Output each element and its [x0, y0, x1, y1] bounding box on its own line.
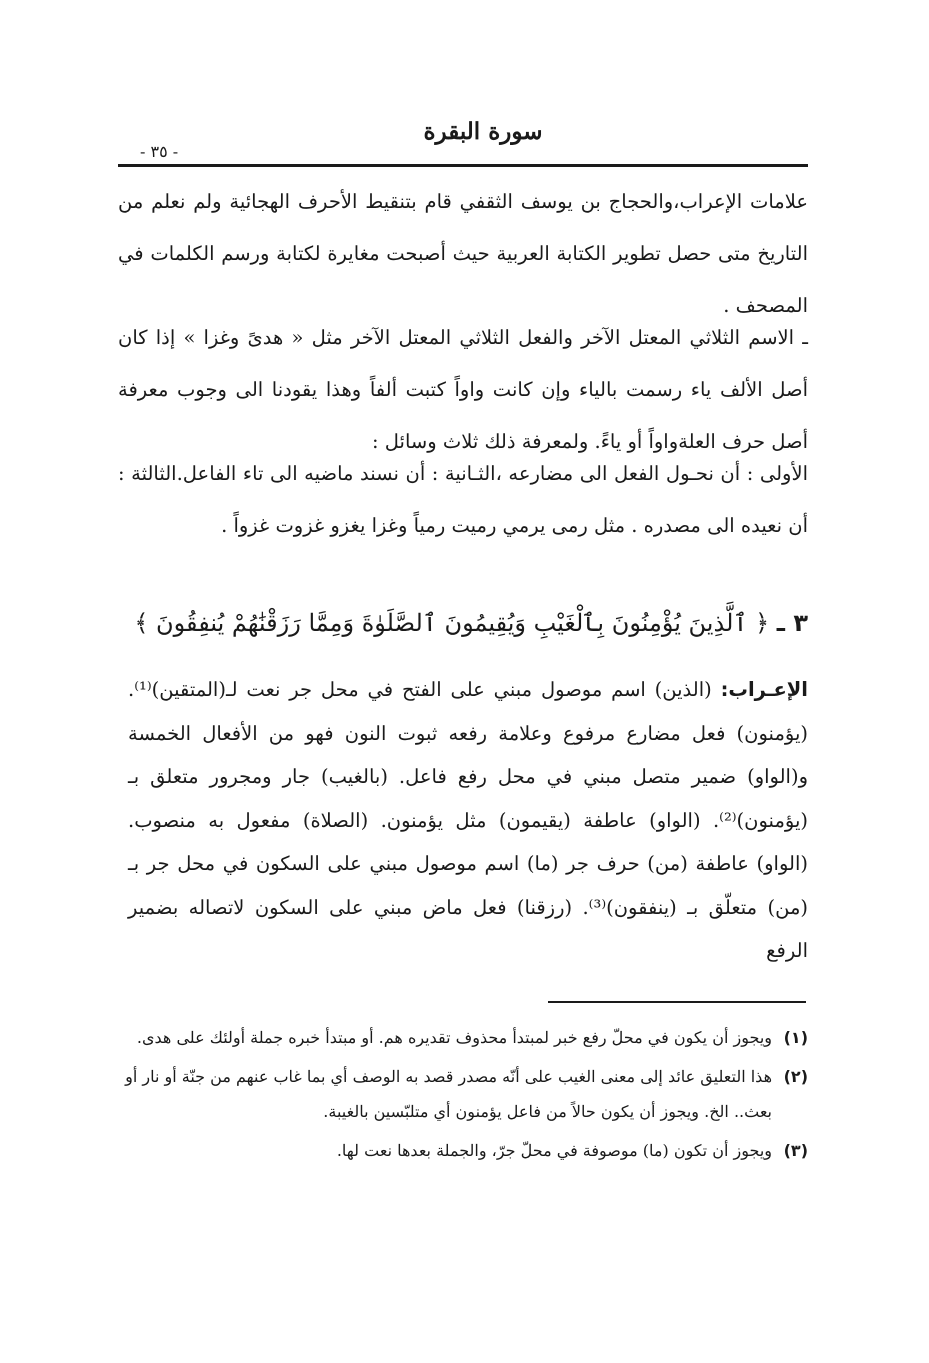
footnote-number: (٢) — [783, 1067, 808, 1086]
footnote-3 — [118, 1133, 808, 1168]
verse-number: ٣ ـ — [776, 609, 808, 637]
paragraph-tashkeel-history — [118, 176, 808, 332]
page-header — [118, 118, 808, 168]
footnote-text: ويجوز أن يكون في محلّ رفع خبر لمبتدأ محذوف تقديره هم. أو مبتدأ خبره جملة أولئك على هدى. — [136, 1028, 772, 1047]
footnote-number: (١) — [783, 1028, 808, 1047]
footnote-text: ويجوز أن تكون (ما) موصوفة في محلّ جرّ، والجملة بعدها نعت لها. — [336, 1141, 772, 1160]
paragraph-three-methods — [118, 448, 808, 552]
footnote-number: (٣) — [783, 1141, 808, 1160]
paragraph-text: ـ الاسم الثلاثي المعتل الآخر والفعل الثلاثي المعتل الآخر مثل « هدىً وغزا » إذا كان أصل الألف ياء رسمت بالياء وإن كانت واواً كتبت ألفاً وهذا يقودنا الى وجوب معرفة أصل حرف العلةواواً أو ياءً. ولمعرفة ذلك ثلاث وسائل : — [118, 326, 808, 453]
footnote-2 — [118, 1059, 808, 1129]
quran-verse — [118, 598, 808, 648]
footnote-text: هذا التعليق عائد إلى معنى الغيب على أنّه مصدر قصد به الوصف أي بما غاب عنهم من جنّة أو نار أو بعث.. الخ. ويجوز أن يكون حالاً من فاعل يؤمنون أي متلبّسين بالغيبة. — [125, 1067, 772, 1121]
paragraph-text: علامات الإعراب،والحجاج بن يوسف الثقفي قام بتنقيط الأحرف الهجائية ولم نعلم من التاريخ متى حصل تطوير الكتابة العربية حيث أصبحت مغايرة لكتابة ورسم الكلمات في المصحف . — [118, 190, 808, 317]
irab-text: (الذين) اسم موصول مبني على الفتح في محل جر نعت لـ(المتقين)⁽¹⁾. (يؤمنون) فعل مضارع مرفوع وعلامة رفعه ثبوت النون فهو من الأفعال الخمسة و(الواو) ضمير متصل مبني في محل رفع فاعل. (بالغيب) جار ومجرور متعلق بـ (يؤمنون)⁽²⁾. (الواو) عاطفة (يقيمون) مثل يؤمنون. (الصلاة) مفعول به منصوب. (الواو) عاطفة (من) حرف جر (ما) اسم موصول مبني على السكون في محل جر بـ (من) متعلّق بـ (ينفقون)⁽³⁾. (رزقنا) فعل ماض مبني على السكون لاتصاله بضمير الرفع — [128, 678, 808, 962]
irab-label: الإعـراب: — [720, 678, 808, 701]
irab-section — [128, 668, 808, 973]
paragraph-weak-verbs — [118, 312, 808, 468]
paragraph-text: الأولى : أن نحـول الفعل الى مضارعه ،الثـانية : أن نسند ماضيه الى تاء الفاعل.الثالثة : أن نعيده الى مصدره . مثل رمى يرمي رميت رمياً وغزا يغزو غزوت غزواً . — [118, 462, 808, 537]
footnote-separator — [548, 1001, 806, 1003]
footnote-1 — [118, 1020, 808, 1055]
footnotes — [118, 1020, 808, 1172]
header-rule — [118, 164, 808, 167]
surah-title: سورة البقرة — [423, 118, 543, 145]
page-number: - ٣٥ - — [140, 142, 179, 161]
verse-text: ﴿ ٱلَّذِينَ يُؤْمِنُونَ بِٱلْغَيْبِ وَيُقِيمُونَ ٱلصَّلَوٰةَ وَمِمَّا رَزَقْنَٰهُمْ يُنفِقُونَ ﴾ — [134, 609, 770, 637]
